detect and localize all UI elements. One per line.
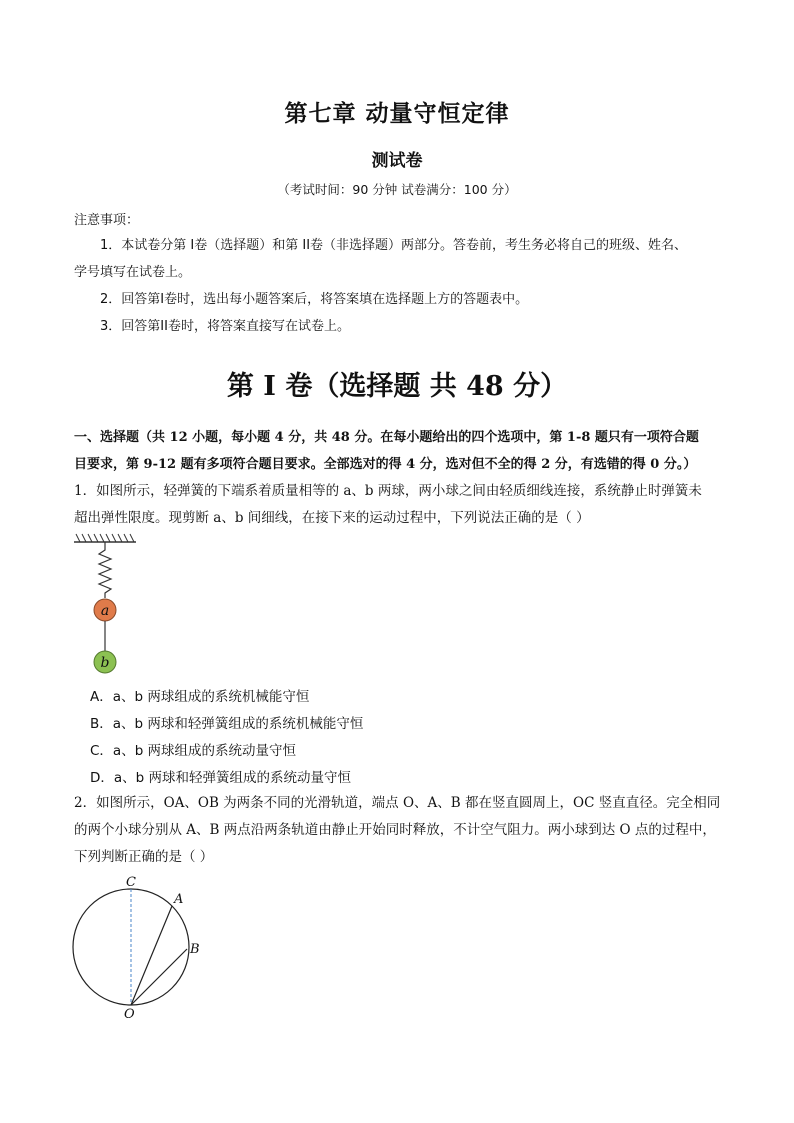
label-o: O <box>124 1007 135 1020</box>
exam-meta: （考试时间：90 分钟 试卷满分：100 分） <box>277 182 517 197</box>
question-line: 2．如图所示，OA、OB 为两条不同的光滑轨道，端点 O、A、B 都在竖直圆周上，OC 竖直直径。完全相同 <box>74 795 721 811</box>
question-line: 超出弹性限度。现剪断 a、b 间细线，在接下来的运动过程中，下列说法正确的是（ ） <box>74 510 590 526</box>
label-a: A <box>174 892 184 907</box>
option-c: C．a、b 两球组成的系统动量守恒 <box>90 743 297 759</box>
note-item: 学号填写在试卷上。 <box>74 265 192 280</box>
section-line: 一、选择题（共 12 小题，每小题 4 分，共 48 分。在每小题给出的四个选项中，第 1-8 题只有一项符合题 <box>74 430 699 445</box>
volume-title: 第 I 卷（选择题 共 48 分） <box>226 371 568 402</box>
option-b: B．a、b 两球和轻弹簧组成的系统机械能守恒 <box>90 716 364 732</box>
note-item: 1．本试卷分第 I卷（选择题）和第 II卷（非选择题）两部分。答卷前，考生务必将自己的班级、姓名、 <box>100 238 688 253</box>
ball-a-label: a <box>100 603 110 619</box>
page-subtitle: 测试卷 <box>371 151 423 171</box>
note-item: 2．回答第I卷时，选出每小题答案后，将答案填在选择题上方的答题表中。 <box>100 292 529 307</box>
question-line: 的两个小球分别从 A、B 两点沿两条轨道由静止开始同时释放，不计空气阻力。两小球到达 O 点的过程中， <box>74 822 716 838</box>
track-ob <box>131 949 187 1005</box>
section-instructions <box>74 424 724 478</box>
page-title: 第七章 动量守恒定律 <box>284 100 510 127</box>
label-b: B <box>190 942 200 957</box>
spring-ball-figure <box>70 532 140 682</box>
section-line: 目要求，第 9-12 题有多项符合题目要求。全部选对的得 4 分，选对但不全的得 2 分，有选错的得 0 分。） <box>74 457 697 472</box>
ball-b-label: b <box>100 655 110 671</box>
track-oa <box>131 906 172 1005</box>
option-a: A．a、b 两球组成的系统机械能守恒 <box>90 689 310 705</box>
question-line: 下列判断正确的是（ ） <box>74 849 214 865</box>
spring <box>99 542 111 598</box>
question-line: 1．如图所示，轻弹簧的下端系着质量相等的 a、b 两球，两小球之间由轻质细线连接，系统静止时弹簧未 <box>74 483 702 499</box>
ceiling-hatch <box>74 534 136 542</box>
question-1-stem <box>74 478 724 532</box>
label-c: C <box>126 875 136 890</box>
question-2-stem <box>74 790 724 871</box>
circle-track-figure <box>66 870 216 1020</box>
option-d: D．a、b 两球和轻弹簧组成的系统动量守恒 <box>90 770 352 786</box>
note-item: 3．回答第II卷时，将答案直接写在试卷上。 <box>100 319 350 334</box>
notes-heading: 注意事项： <box>74 213 140 228</box>
